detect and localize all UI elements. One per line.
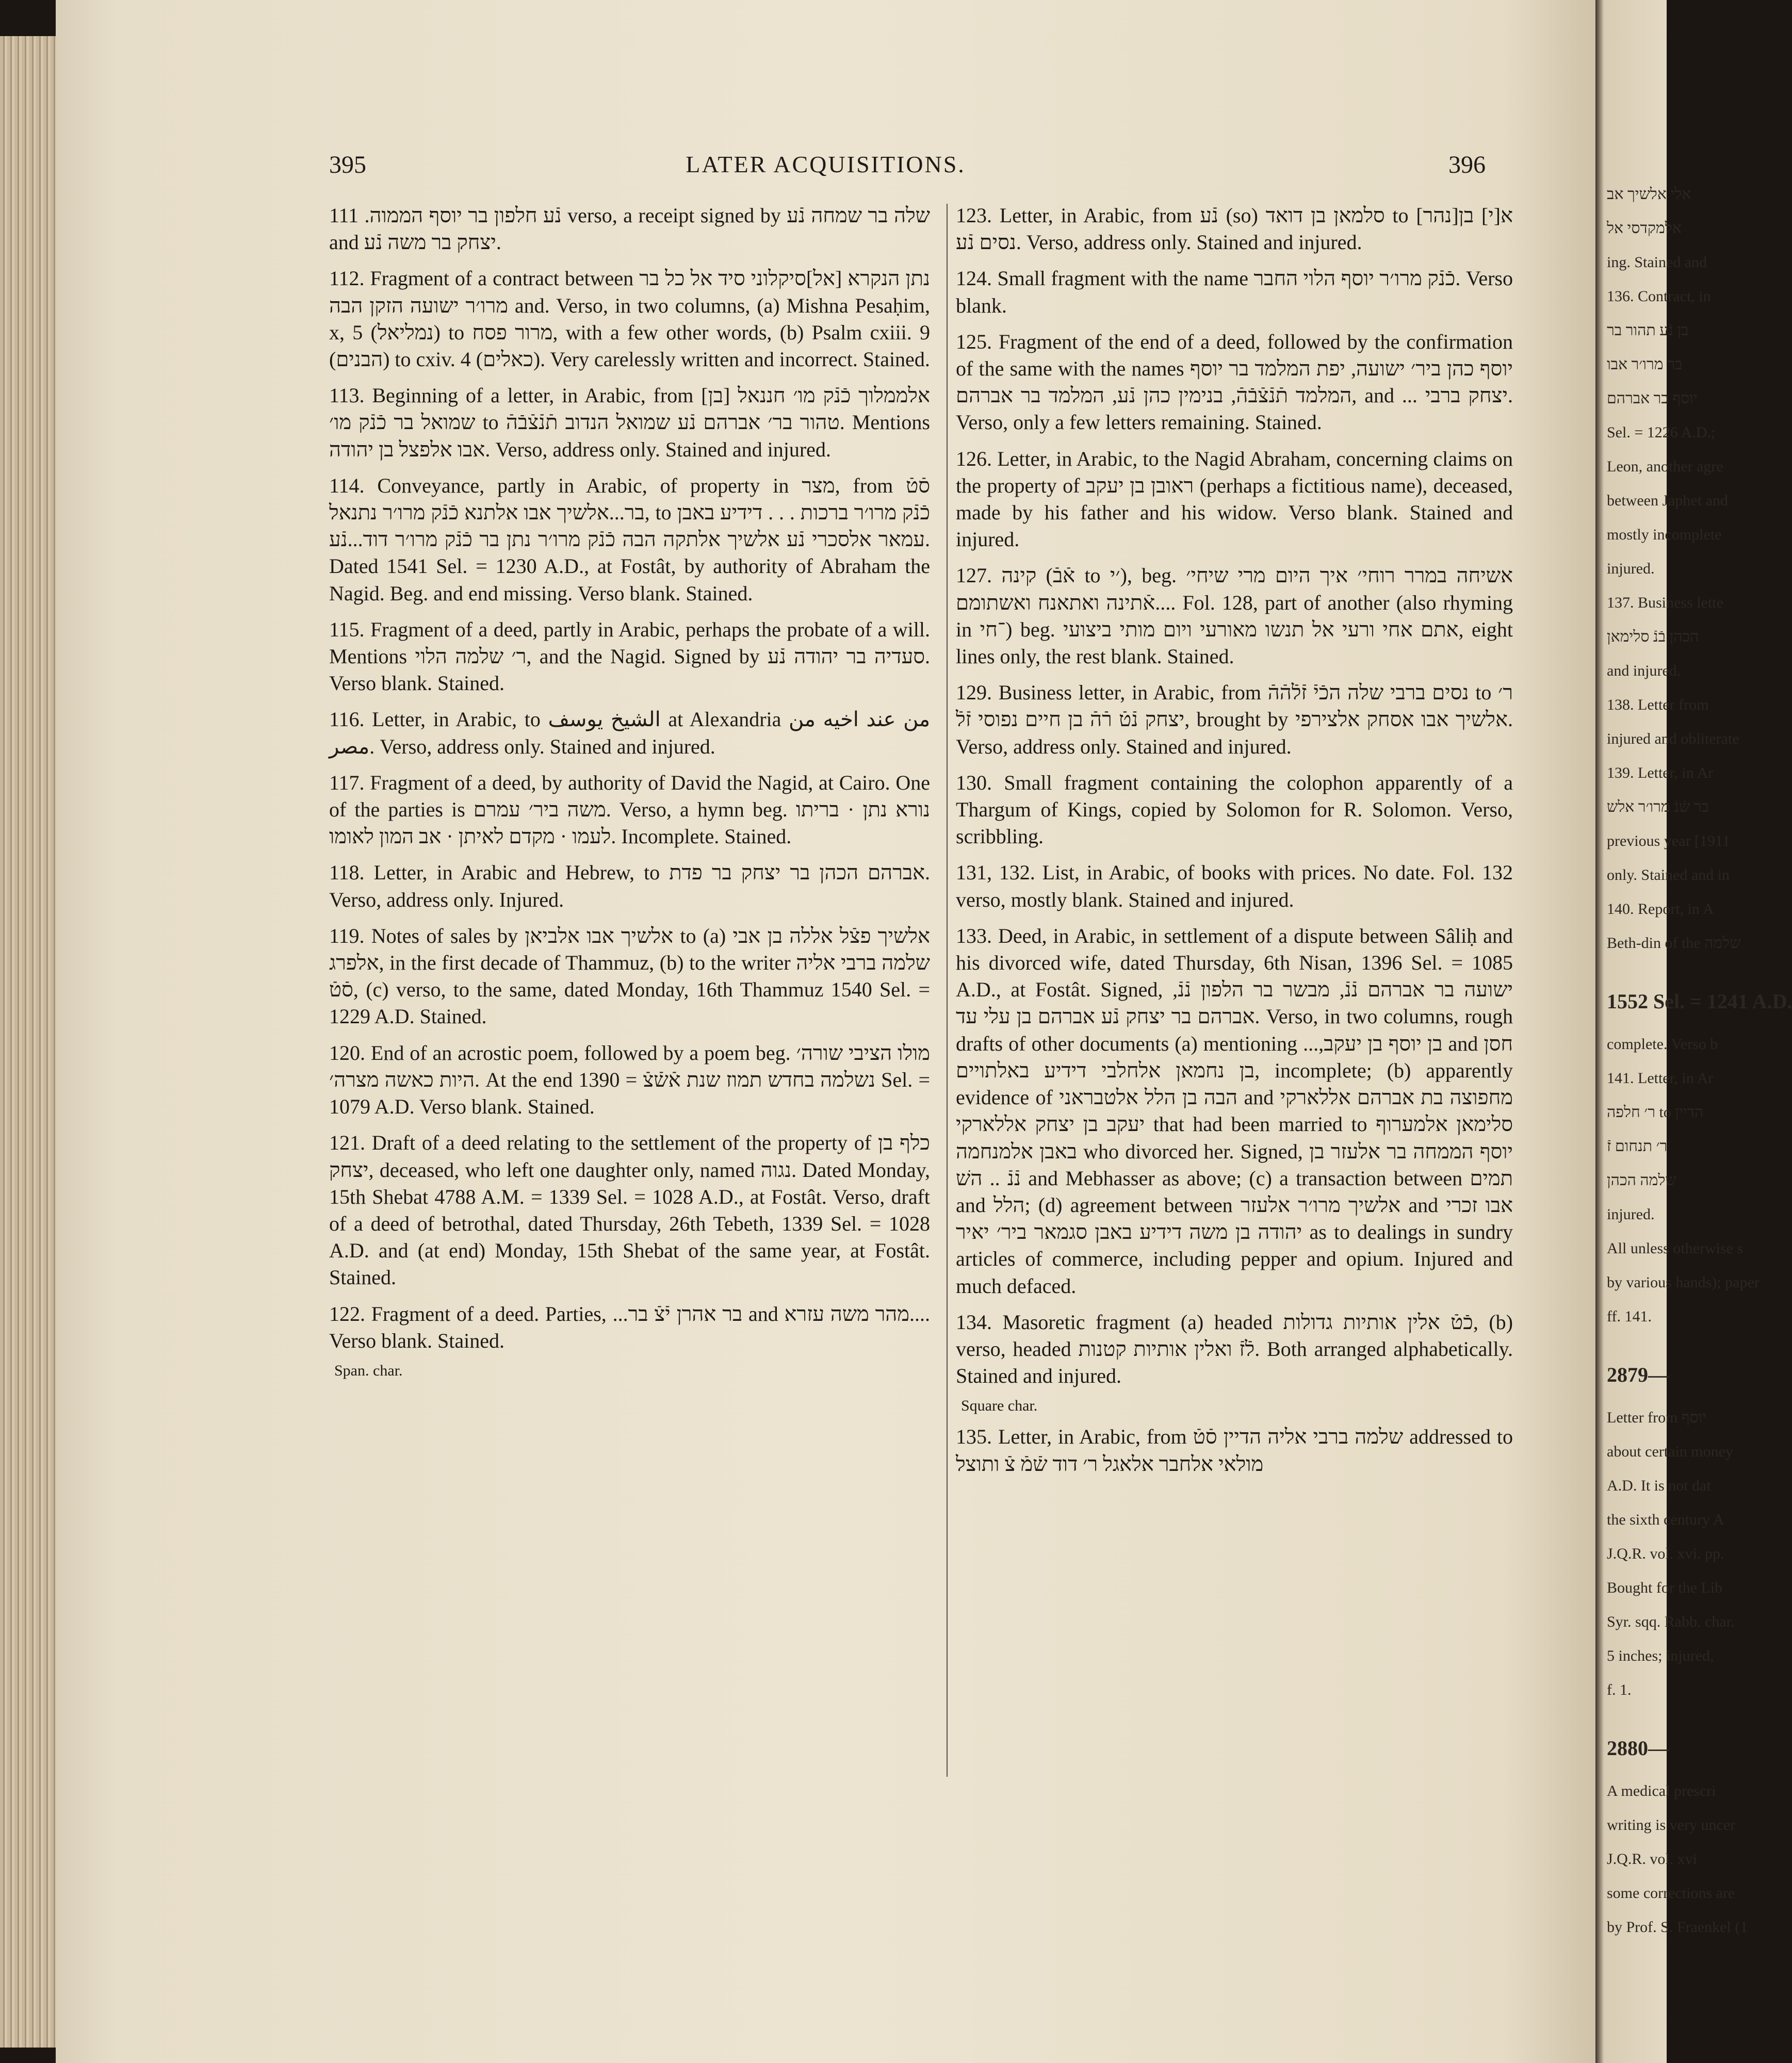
adjacent-page-line: J.Q.R. vol. xvi. pp. xyxy=(1607,1545,1724,1562)
script-note: Span. char. xyxy=(334,1362,403,1379)
adjacent-page-line: 1552 Sel. = 1241 A.D. xyxy=(1607,990,1792,1013)
adjacent-page-line: injured. xyxy=(1607,1206,1655,1223)
adjacent-page-line: Leon, another agre xyxy=(1607,458,1723,475)
adjacent-page-line: f. 1. xyxy=(1607,1681,1632,1698)
adjacent-page-line: בן נֿע תהור בר xyxy=(1607,322,1689,339)
adjacent-page-line: שלמה הכהן xyxy=(1607,1172,1676,1189)
adjacent-page-line: the sixth century A xyxy=(1607,1511,1724,1528)
adjacent-page-line: 136. Contract, in xyxy=(1607,288,1711,305)
adjacent-page-line: only. Stained and in xyxy=(1607,866,1730,883)
catalog-entry: 135. Letter, in Arabic, from שלמה ברבי אליה הדיין סֿטֿ addressed to מולאי אלחבר אלאגל ר׳ דוד שֿמֿ צֿ ותוצל xyxy=(956,1425,1513,1476)
catalog-entry: 116. Letter, in Arabic, to الشيخ يوسف at Alexandria من عند اخيه من مصر. Verso, address only. Stained and injured. xyxy=(329,708,931,758)
adjacent-page-line: about certain money xyxy=(1607,1443,1733,1460)
catalog-entry: 122. Fragment of a deed. Parties, ...בר אהרן יֿצֿ בר and מהר משה עזרא.... Verso blank. Stained. xyxy=(329,1302,931,1352)
book-page xyxy=(56,0,1595,2063)
adjacent-page-line: mostly incomplete xyxy=(1607,526,1722,543)
running-title: LATER ACQUISITIONS. xyxy=(686,151,966,177)
book-page-edges xyxy=(0,36,57,2048)
adjacent-page-line: Bought for the Lib xyxy=(1607,1579,1723,1596)
adjacent-page-line: complete. Verso b xyxy=(1607,1036,1718,1053)
adjacent-page-line: 2879— xyxy=(1607,1363,1669,1386)
catalog-entry: 129. Business letter, in Arabic, from נסים ברבי שלה הכֿיֿ זֿלֿהֿהֿ to ר׳ יצחק נֿטֿ רֿהֿ בן חיים נפוסי זֿלֿ, brought by אלשיך אבו אסחק אלצירפי. Verso, address only. Stained and injured. xyxy=(956,681,1513,758)
adjacent-page-line: ff. 141. xyxy=(1607,1308,1652,1325)
adjacent-page-line: ר׳ תנחום זֿ xyxy=(1607,1138,1668,1155)
catalog-entry: 127. קינה (אֿבֿ to ׳י), beg. אשיחה במרר רוחי׳ איך היום מרי שיחי׳ ...אֿתינה ואתאנח ואשתומם. Fol. 128, part of another (also rhyming in ־חי) beg. אתם אחי ורעי אל תנשו מאורעי ויום מותי ביצועי, eight lines only, the rest blank. Stained. xyxy=(956,564,1513,668)
adjacent-page-line: some corrections are xyxy=(1607,1885,1735,1902)
catalog-entry: 126. Letter, in Arabic, to the Nagid Abraham, concerning claims on the property of ראובן בן יעקב (perhaps a fictitious name), deceased, made by his father and his widow. Verso blank. Stained and injured. xyxy=(956,447,1513,551)
adjacent-page-line: אלי אלשיך אב xyxy=(1607,186,1691,203)
catalog-entry: 117. Fragment of a deed, by authority of David the Nagid, at Cairo. One of the parties is משה ביר׳ עמרם. Verso, a hymn beg. נורא נתן · בריתו לעמו · מקדם לאיתן · אב המון לאומו. Incomplete. Stained. xyxy=(329,771,931,848)
adjacent-page-line: J.Q.R. vol. xvi xyxy=(1607,1851,1698,1868)
adjacent-page-line: 137. Business lette xyxy=(1607,594,1723,611)
adjacent-page-line: A.D. It is not dat xyxy=(1607,1477,1711,1494)
adjacent-page-line: injured. xyxy=(1607,560,1655,577)
adjacent-page-line: All unless otherwise s xyxy=(1607,1240,1744,1257)
right-column xyxy=(935,202,1513,1487)
adjacent-page-line: between Japhet and xyxy=(1607,492,1728,509)
catalog-entry: 118. Letter, in Arabic and Hebrew, to אברהם הכהן בר יצחק בר פדת. Verso, address only. Injured. xyxy=(329,861,930,911)
script-note: Square char. xyxy=(961,1397,1038,1415)
left-column xyxy=(329,202,930,1388)
adjacent-page-line: יוסף בר אברהם xyxy=(1607,390,1698,407)
adjacent-page-line: בר מרו׳ר אבו xyxy=(1607,356,1683,373)
adjacent-page-line: Sel. = 1226 A.D.; xyxy=(1607,424,1716,441)
adjacent-page-line: Syr. sqq. Rabb. char. xyxy=(1607,1613,1735,1630)
adjacent-page-line: A medical prescri xyxy=(1607,1782,1716,1799)
catalog-entry: 121. Draft of a deed relating to the settlement of the property of כלף בן יצחק, deceased, who left one daughter only, named נגוה. Dated Monday, 15th Shebat 4788 A.M. = 1339 Sel. = 1028 A.D., at Fostât. Verso, draft of a deed of betrothal, dated Thursday, 26th Tebeth, 1339 Sel. = 1028 A.D. and (at end) Monday, 15th Shebat of the same year, at Fostât. Stained. xyxy=(329,1131,930,1289)
adjacent-page-line: by various hands); paper xyxy=(1607,1274,1760,1291)
catalog-entry: נֿע חלפון בר יוסף הממוה. 111 verso, a receipt signed by שלה בר שמחה נֿע and יצחק בר משה נֿע. xyxy=(329,204,930,254)
adjacent-page-line: 140. Report, in A xyxy=(1607,900,1714,918)
catalog-entry: 112. Fragment of a contract between נתן הנקרא [אל]סיקלוני סיד אל כל בר מרו׳ר ישועה הזקן הבה and. Verso, in two columns, (a) Mishna Pesaḥim, x, 5 (נמליאל) to מרור פסח, with a few other words, (b) Psalm cxiii. 9 (הבנים) to cxiv. 4 (כאלים). Very carelessly written and incorrect. Stained. xyxy=(329,267,931,371)
catalog-entry: 130. Small fragment containing the colophon apparently of a Thargum of Kings, copied by Solomon for R. Solomon. Verso, scribbling. xyxy=(956,771,1513,848)
catalog-entry: 123. Letter, in Arabic, from נֿע (so) סלמאן בן דואד to [נהר]א[י] בן נסים נֿע. Verso, address only. Stained and injured. xyxy=(956,204,1513,254)
adjacent-page-line: 5 inches; injured, xyxy=(1607,1647,1714,1664)
catalog-entry: 115. Fragment of a deed, partly in Arabic, perhaps the probate of a will. Mentions ר׳ שלמה הלוי, and the Nagid. Signed by סעדיה בר יהודה נֿע. Verso blank. Stained. xyxy=(329,617,931,695)
adjacent-page-line: 139. Letter, in Ar xyxy=(1607,764,1714,781)
adjacent-page-line: Letter from יוסף xyxy=(1607,1409,1707,1426)
catalog-entry: 134. Masoretic fragment (a) headed כֿטֿ אלין אותיות גדולות, (b) verso, headed לֿזֿ ואלין אותיות קטנות. Both arranged alphabetically. Stained and injured. xyxy=(956,1310,1513,1388)
catalog-entry: 133. Deed, in Arabic, in settlement of a dispute between Sâliḥ and his divorced wife, dated Thursday, 6th Nisan, 1396 Sel. = 1085 A.D., at Fostât. Signed, ישועה בר אברהם נֿנֿ, מבשר בר הלפון נֿנֿ, אברהם בר יצחק נֿע אברהם בן עלי עד. Verso, in two columns, rough drafts of other documents (a) mentioning ...,בן יוסף בן יעקב and חסן בן נחמאן אלחלבי דידיע באלתויים, incomplete; (b) apparently evidence of הבה בן הלל אלטבראני and מחפוצה בת אברהם אללארקי יעקב בן יצחק אללארקי that had been married to סלימאן אלמערוף באבן אלמנחמה who divorced her. Signed, יוסף הממחה בר אלעזר בן נֿנֿ .. השׁ and Mebhasser as above; (c) a transaction between תמים and הלל; (d) agreement between אלשיך מרו׳ר אלעזר and אבו זכרי יהודה בן משה דידיע באבן סגמאר ביר׳ יאיר as to dealings in sundry articles of commerce, including pepper and opium. Injured and much defaced. xyxy=(956,924,1513,1298)
adjacent-page-line: ר׳ חלפה to הדיין xyxy=(1607,1104,1704,1121)
adjacent-page-line: injured and obliterate xyxy=(1607,730,1739,747)
adjacent-page-line: הכהן בֿנֿ סלימאן xyxy=(1607,628,1699,645)
catalog-entry: 124. Small fragment with the name כֿנֿק מרו׳ר יוסף הלוי החבר. Verso blank. xyxy=(956,267,1513,317)
adjacent-page-line: אלמקדסי אל xyxy=(1607,220,1682,237)
adjacent-page-line: previous year [1911 xyxy=(1607,832,1730,849)
page-number-right: 396 xyxy=(1448,151,1486,178)
adjacent-page-line: Beth-din of the שלמה xyxy=(1607,935,1741,952)
adjacent-page-line: 138. Letter from xyxy=(1607,696,1709,713)
adjacent-page-line: ing. Stained and xyxy=(1607,254,1707,271)
adjacent-page-fragment xyxy=(1595,0,1792,2063)
adjacent-page-line: by Prof. S. Fraenkel (1 xyxy=(1607,1919,1748,1936)
adjacent-page-line: 141. Letter, in Ar xyxy=(1607,1070,1714,1087)
catalog-entry: 120. End of an acrostic poem, followed by a poem beg. מולו הציבי שורה׳ היות כאשה מצרה׳. At the end נשלמה בחדש תמוז שנת אֿשֿצֿ = 1390 Sel. = 1079 A.D. Verso blank. Stained. xyxy=(329,1041,931,1119)
catalog-entry: 113. Beginning of a letter, in Arabic, from אלממלוך כֿנֿק מו׳ חננאל [בן] שמואל בר כֿנֿק מו׳ to טהור בר׳ אברהם נֿע שמואל הנדוב תֿנֿצֿבֿהֿ. Mentions אבו אלפצל בן יהודה. Verso, address only. Stained and injured. xyxy=(329,384,930,461)
catalog-entry: 125. Fragment of the end of a deed, followed by the confirmation of the same with the names יוסף כהן ביר׳ ישועה, יפת המלמד בר יוסף המלמד תֿנֿצֿבֿהֿ, בנימין כהן נֿע, המלמד בר אברהם, and ... יצחק ברבי. Verso, only a few letters remaining. Stained. xyxy=(956,330,1513,434)
adjacent-page-line: בר שֿנֿ מרו׳ר אלש xyxy=(1607,798,1709,815)
adjacent-page-line: and injured. xyxy=(1607,662,1681,679)
catalog-entry: 131, 132. List, in Arabic, of books with prices. No date. Fol. 132 verso, mostly blank. Stained and injured. xyxy=(956,861,1513,911)
catalog-entry: 114. Conveyance, partly in Arabic, of property in מצר, from סֿטֿ בר...אלשיך אבו אלתנא כֿנֿק מרו׳ר נתנאל, to כֿנֿק מרו׳ר ברכות . . . דידיע באבן עמאר אלסכרי נֿע אלשיך אלתקה הבה כֿנֿק מרו׳ר נתן בר כֿנֿק מרו׳ר דוד...נֿע. Dated 1541 Sel. = 1230 A.D., at Fostât, by authority of Abraham the Nagid. Beg. and end missing. Verso blank. Stained. xyxy=(329,473,930,605)
adjacent-page-line: writing is very uncer xyxy=(1607,1816,1736,1833)
adjacent-page-line: 2880— xyxy=(1607,1737,1669,1760)
catalog-entry: 119. Notes of sales by אלשיך אבו אלביאן to (a) אלשיך פצֿל אללה בן אבי אלפרג, in the first decade of Thammuz, (b) to the writer שלמה ברבי אליה סֿטֿ, (c) verso, to the same, dated Monday, 16th Thammuz 1540 Sel. = 1229 A.D. Stained. xyxy=(329,924,931,1028)
page-number-left: 395 xyxy=(329,151,366,178)
page-header xyxy=(56,151,1595,192)
